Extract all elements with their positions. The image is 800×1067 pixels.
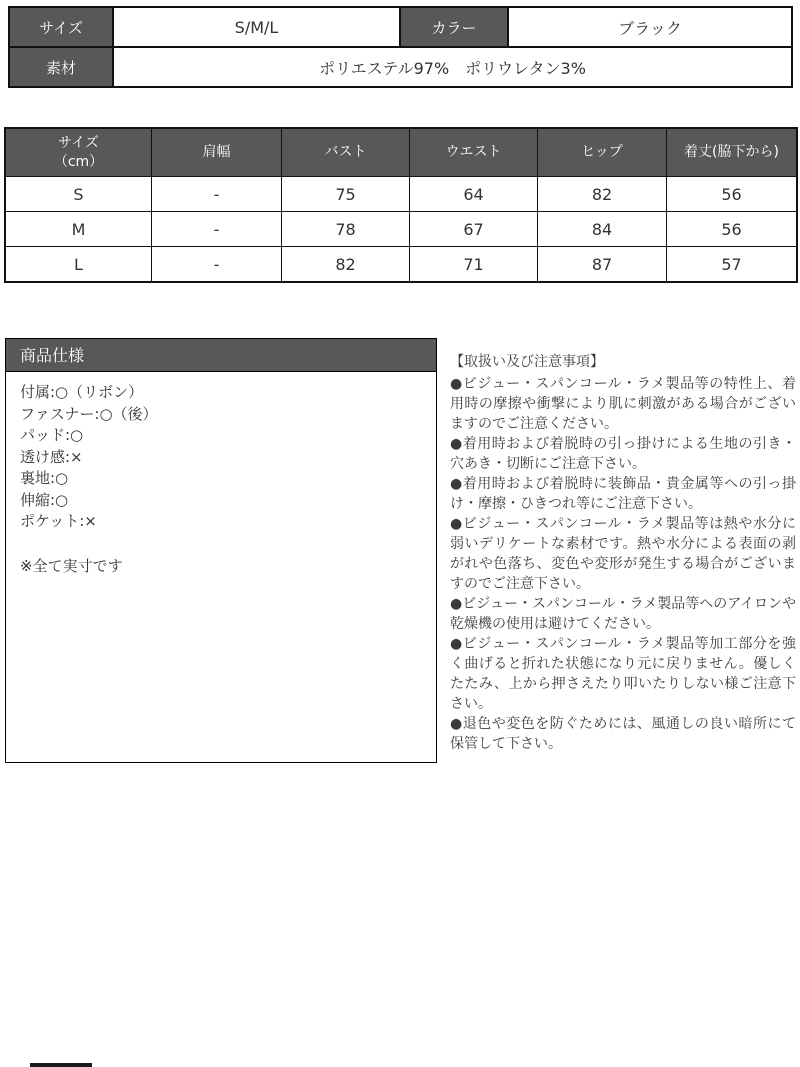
size-chart-header-size-line2: （cm） [53,153,104,170]
material-value-cell: ポリエステル97% ポリウレタン3% [114,48,791,86]
color-value-cell: ブラック [509,8,791,46]
size-chart-header-shoulder: 肩幅 [152,129,281,176]
size-chart-row-l-length: 57 [667,247,796,281]
product-spec-box-title: 商品仕様 [6,339,436,372]
size-chart-row-l-waist: 71 [410,247,537,281]
size-chart-row-l-size: L [6,247,151,281]
spec-item-pocket: ポケット:× [20,512,97,530]
size-chart-row-s-waist: 64 [410,177,537,211]
spec-item-accessory: 付属:○（リボン） [20,383,144,401]
spec-measurement-note: ※全て実寸です [20,556,123,575]
size-chart-header-length: 着丈(脇下から) [667,129,796,176]
size-chart-row-l-bust: 82 [282,247,409,281]
size-chart-row-s-size: S [6,177,151,211]
size-value-cell: S/M/L [114,8,399,46]
size-label-cell: サイズ [10,8,112,46]
handling-notes-title: 【取扱い及び注意事項】 [450,354,604,370]
handling-note-snagging: ●着用時および着脱時の引っ掛けによる生地の引き・穴あき・切断にご注意下さい。 [450,436,796,472]
size-chart-row-s-length: 56 [667,177,796,211]
handling-note-storage: ●退色や変色を防ぐためには、風通しの良い暗所にて保管して下さい。 [450,716,796,752]
size-chart-table [4,127,798,283]
product-spec-box-body [6,372,436,587]
product-spec-table [8,6,793,88]
size-chart-row-m-shoulder: - [152,212,281,246]
size-chart-row-m-size: M [6,212,151,246]
handling-note-bending: ●ビジュー・スパンコール・ラメ製品等加工部分を強く曲げると折れた状態になり元に戻りません。優しくたたみ、上から押さえたり叩いたりしない様ご注意下さい。 [450,636,796,712]
color-label-cell: カラー [401,8,507,46]
size-chart-row-m-waist: 67 [410,212,537,246]
spec-item-sheerness: 透け感:× [20,447,83,466]
size-chart-header-hip: ヒップ [538,129,666,176]
product-spec-box [5,338,437,763]
size-chart-row-m-bust: 78 [282,212,409,246]
material-label-cell: 素材 [10,48,112,86]
handling-note-friction: ●ビジュー・スパンコール・ラメ製品等の特性上、着用時の摩擦や衝撃により肌に刺激がある場合がございますのでご注意ください。 [450,376,796,432]
handling-note-iron-dryer: ●ビジュー・スパンコール・ラメ製品等へのアイロンや乾燥機の使用は避けてください。 [450,596,796,632]
size-chart-row-l-hip: 87 [538,247,666,281]
spec-item-pad: パッド:○ [20,426,84,444]
size-chart-header-bust: バスト [282,129,409,176]
size-chart-row-s-shoulder: - [152,177,281,211]
spec-item-lining: 裏地:○ [20,469,69,487]
bottom-edge-mark [30,1063,92,1067]
size-chart-row-s-bust: 75 [282,177,409,211]
size-chart-row-s-hip: 82 [538,177,666,211]
size-chart-row-m-hip: 84 [538,212,666,246]
size-chart-header-size [6,129,151,176]
size-chart-header-waist: ウエスト [410,129,537,176]
spec-item-fastener: ファスナー:○（後） [20,404,158,423]
size-chart-row-m-length: 56 [667,212,796,246]
size-chart-row-l-shoulder: - [152,247,281,281]
handling-notes [450,352,796,754]
handling-note-jewelry: ●着用時および着脱時に装飾品・貴金属等への引っ掛け・摩擦・ひきつれ等にご注意下さい。 [450,476,796,512]
spec-item-stretch: 伸縮:○ [20,490,69,509]
handling-note-heat-moisture: ●ビジュー・スパンコール・ラメ製品等は熱や水分に弱いデリケートな素材です。熱や水分による表面の剥がれや色落ち、変色や変形が発生する場合がございますのでご注意下さい。 [450,516,796,592]
size-chart-header-size-line1: サイズ [58,134,99,151]
